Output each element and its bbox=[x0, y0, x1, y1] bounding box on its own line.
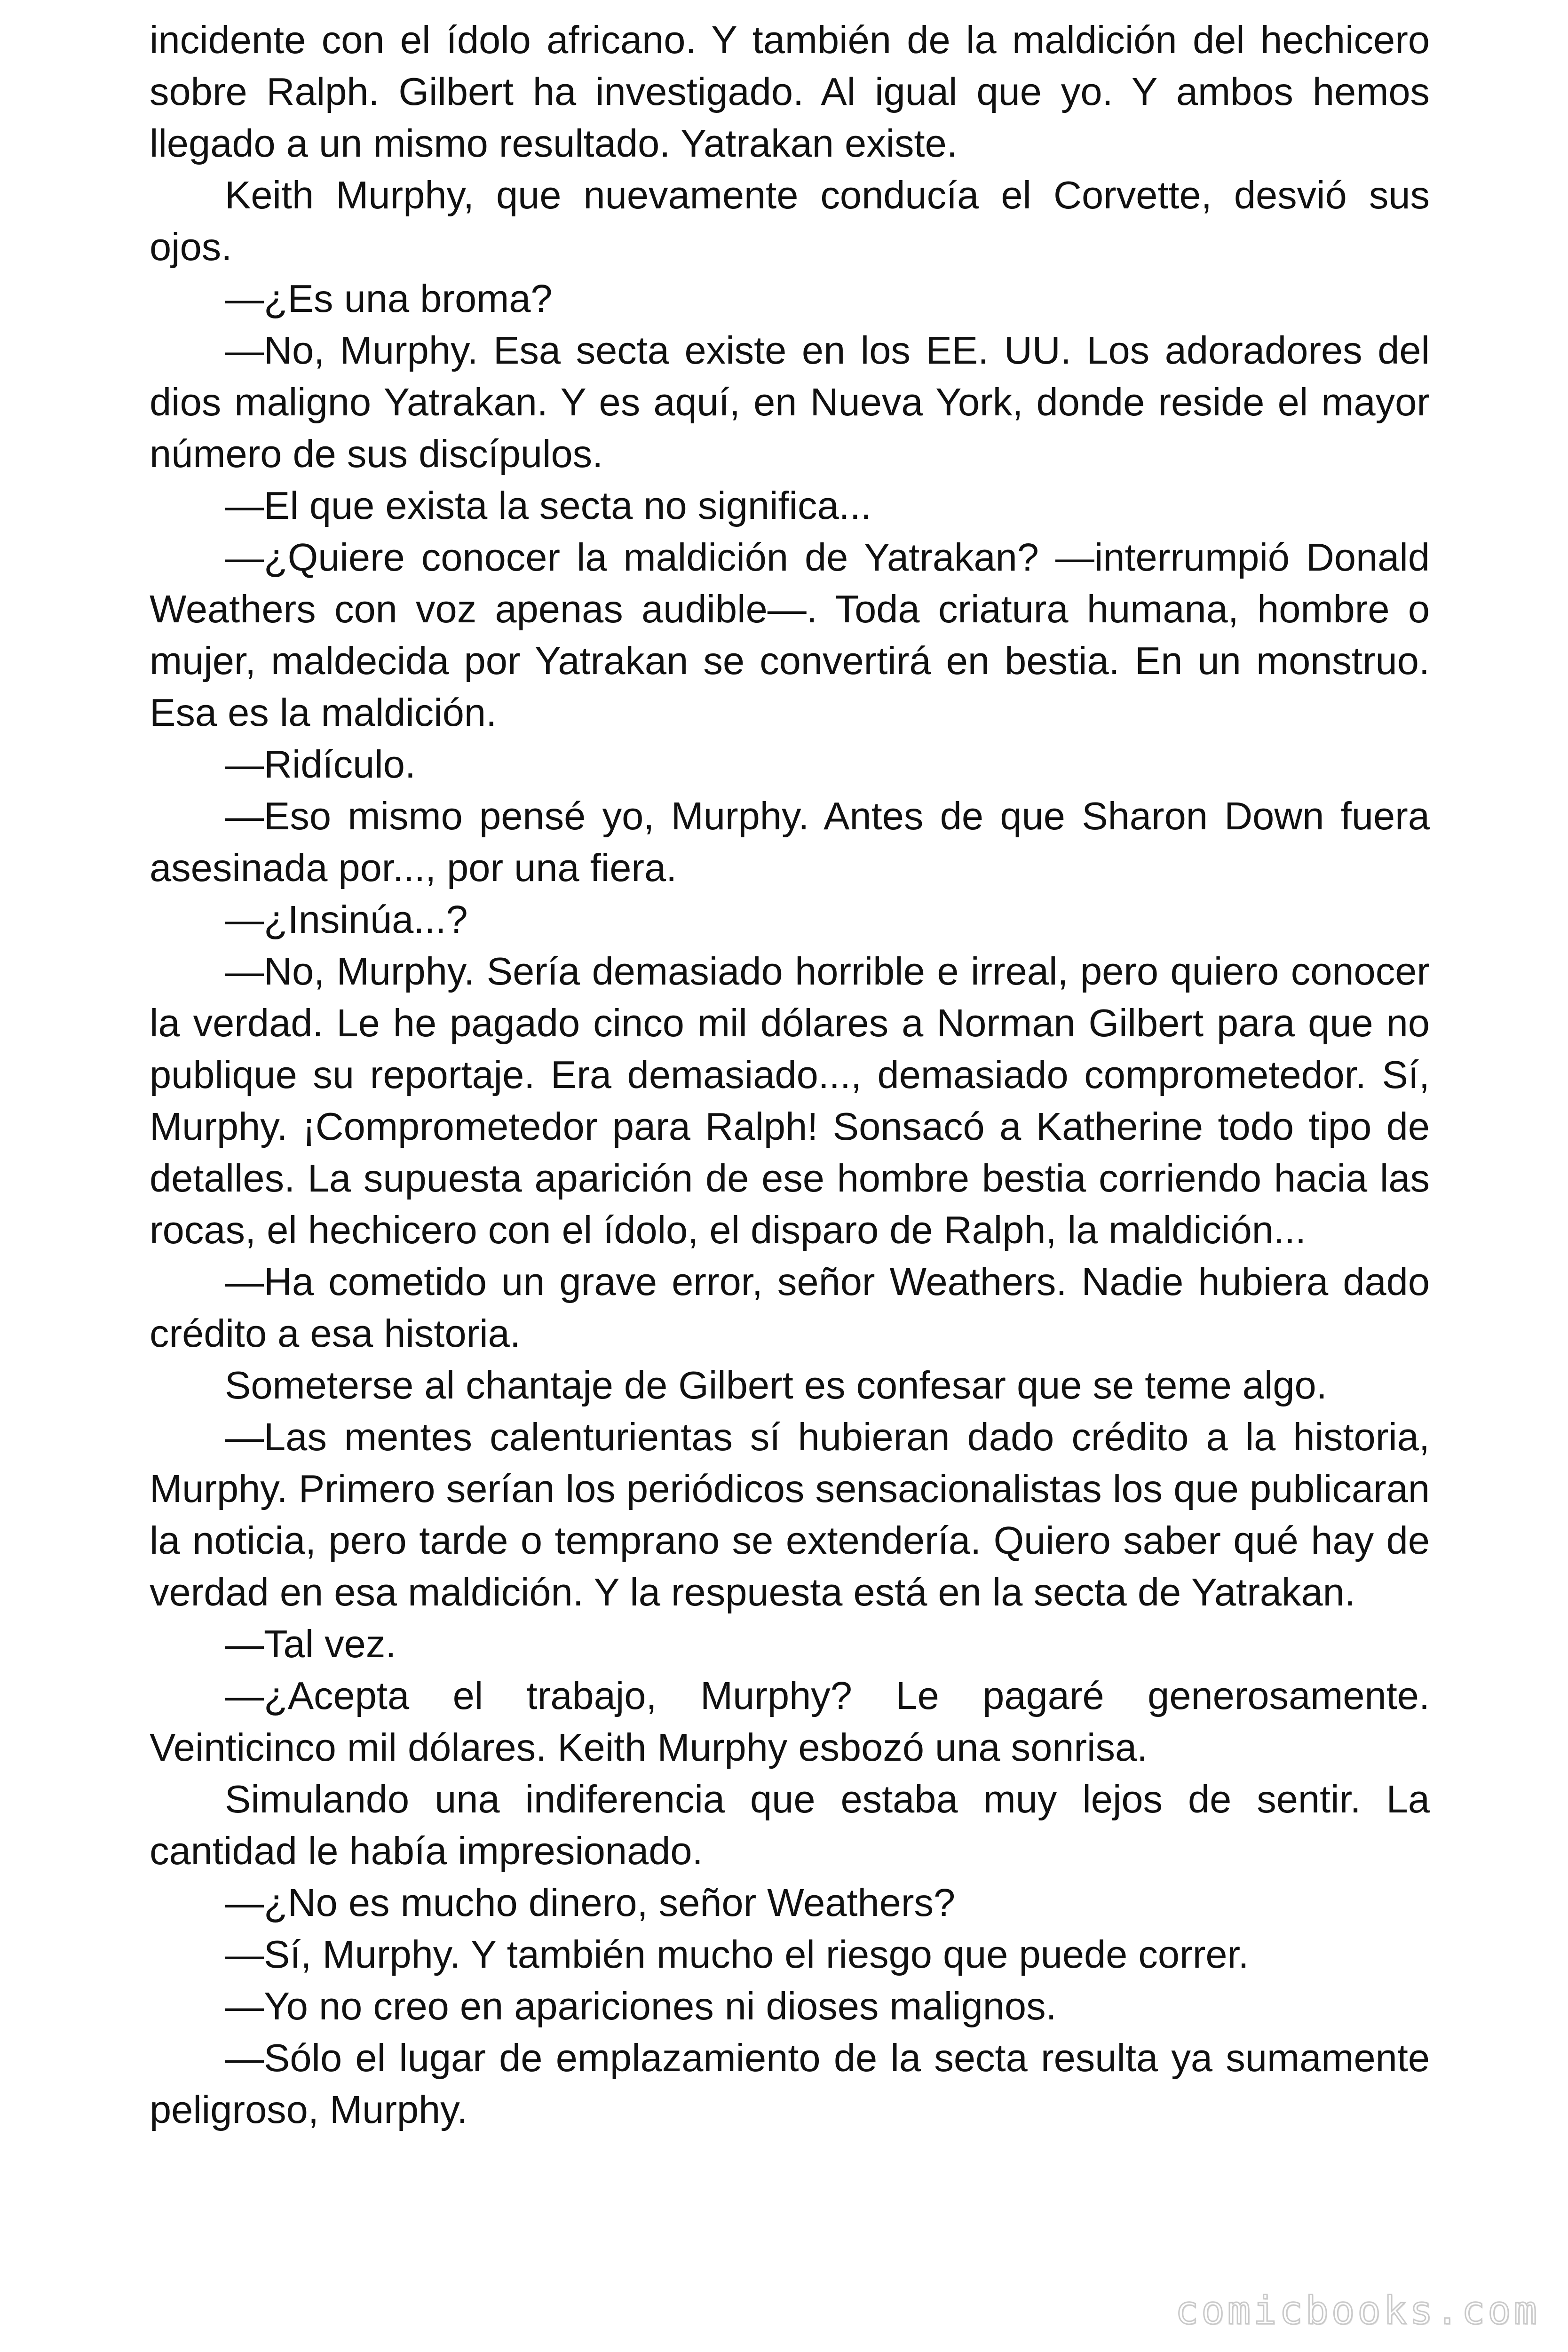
paragraph: —Ridículo. bbox=[225, 742, 416, 786]
paragraph: —¿Quiere conocer la maldición de Yatrakan? —interrumpió Donald Weathers con voz apenas audible—. Toda criatura humana, hombre o mujer, maldecida por Yatrakan se convertirá en bestia. En un monstruo. Esa es la maldición. bbox=[150, 535, 1430, 734]
paragraph: —¿Insinúa...? bbox=[225, 898, 468, 941]
paragraph: —¿Es una broma? bbox=[225, 277, 553, 320]
paragraph: —Tal vez. bbox=[225, 1622, 396, 1666]
paragraph: —No, Murphy. Sería demasiado horrible e irreal, pero quiero conocer la verdad. Le he pagado cinco mil dólares a Norman Gilbert para que no publique su reportaje. Era demasiado..., demasiado comprometedor. Sí, Murphy. ¡Comprometedor para Ralph! Sonsacó a Katherine todo tipo de detalles. La supuesta aparición de ese hombre bestia corriendo hacia las rocas, el hechicero con el ídolo, el disparo de Ralph, la maldición... bbox=[150, 949, 1430, 1252]
paragraph: incidente con el ídolo africano. Y también de la maldición del hechicero sobre Ralph. Gilbert ha investigado. Al igual que yo. Y ambos hemos llegado a un mismo resultado. Yatrakan existe. bbox=[150, 18, 1430, 165]
paragraph: —Yo no creo en apariciones ni dioses malignos. bbox=[225, 1984, 1057, 2028]
paragraph: —Sólo el lugar de emplazamiento de la secta resulta ya sumamente peligroso, Murphy. bbox=[150, 2036, 1430, 2131]
paragraph: Simulando una indiferencia que estaba muy lejos de sentir. La cantidad le había impresionado. bbox=[150, 1777, 1430, 1873]
paragraph: Keith Murphy, que nuevamente conducía el Corvette, desvió sus ojos. bbox=[150, 173, 1430, 269]
page-text bbox=[150, 14, 1430, 2333]
paragraph: —El que exista la secta no significa... bbox=[225, 484, 871, 527]
paragraph: —¿Acepta el trabajo, Murphy? Le pagaré generosamente. Veinticinco mil dólares. Keith Murphy esbozó una sonrisa. bbox=[150, 1674, 1430, 1769]
paragraph: —Ha cometido un grave error, señor Weathers. Nadie hubiera dado crédito a esa historia. bbox=[150, 1260, 1430, 1355]
paragraph: —No, Murphy. Esa secta existe en los EE. UU. Los adoradores del dios maligno Yatrakan. Y es aquí, en Nueva York, donde reside el mayor número de sus discípulos. bbox=[150, 328, 1430, 476]
paragraph: Someterse al chantaje de Gilbert es confesar que se teme algo. bbox=[225, 1363, 1327, 1407]
paragraph: —Las mentes calenturientas sí hubieran dado crédito a la historia, Murphy. Primero serían los periódicos sensacionalistas los que publicaran la noticia, pero tarde o temprano se extendería. Quiero saber qué hay de verdad en esa maldición. Y la respuesta está en la secta de Yatrakan. bbox=[150, 1415, 1430, 1614]
watermark: comicbooks.com bbox=[1175, 2288, 1540, 2333]
paragraph: —Eso mismo pensé yo, Murphy. Antes de que Sharon Down fuera asesinada por..., por una fiera. bbox=[150, 794, 1430, 890]
paragraph: —¿No es mucho dinero, señor Weathers? bbox=[225, 1881, 956, 1924]
paragraph: —Sí, Murphy. Y también mucho el riesgo que puede correr. bbox=[225, 1932, 1249, 1976]
